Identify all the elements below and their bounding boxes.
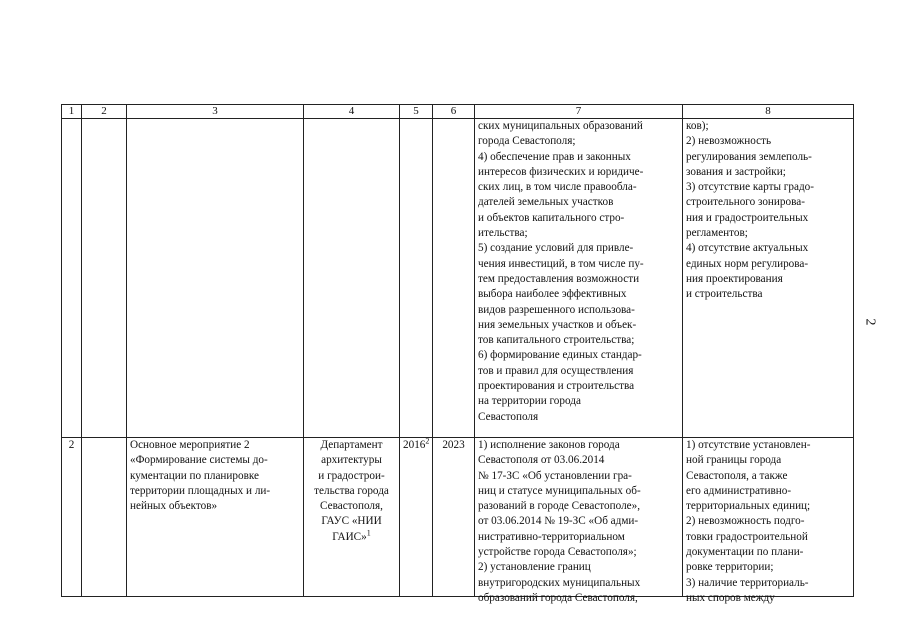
- header-cell: 3: [127, 105, 304, 119]
- start-year-text: 2016: [403, 439, 426, 451]
- start-year-cell: [400, 119, 433, 438]
- table-row: [62, 438, 854, 597]
- row-number-cell: [62, 119, 82, 438]
- consequences-cell: [683, 119, 854, 438]
- table-row: [62, 119, 854, 438]
- measure-name-text: Основное мероприятие 2 «Формирование системы до- кументации по планировке территории площадных и ли- нейных объектов»: [130, 439, 271, 513]
- footnote-marker: 2: [425, 436, 430, 446]
- expected-results-cell: [475, 119, 683, 438]
- header-cell: 2: [82, 105, 127, 119]
- header-cell: 5: [400, 105, 433, 119]
- executor-cell: [304, 438, 400, 597]
- measure-name-cell: [127, 119, 304, 438]
- header-cell: 4: [304, 105, 400, 119]
- row-number-cell: [62, 438, 82, 597]
- expected-results-text: ских муниципальных образований города Севастополя; 4) обеспечение прав и законных интересов физических и юридиче- ских лиц, в том числе правообла- дателей земельных участков и объектов капитального стро- ительства; 5) создание условий для привле- чения инвестиций, в том числе пу- тем предоставления возможности выбора наиболее эффективных видов разрешенного использова- ния земельных участков и объек- тов капитального строительства; 6) формирование единых стандар- тов и правил для осуществления проектирования и строительства на территории города Севастополя: [478, 120, 644, 423]
- header-cell: 1: [62, 105, 82, 119]
- executor-cell: [304, 119, 400, 438]
- program-measures-table: [61, 104, 854, 604]
- measure-name-cell: [127, 438, 304, 597]
- consequences-cell: [683, 438, 854, 604]
- expected-results-text: 1) исполнение законов города Севастополя от 03.06.2014 № 17-ЗС «Об установлении гра- ниц и статусе муниципальных об- разований в городе Севастополе», от 03.06.2014 № 19-ЗС «Об адми- нистративно-территориальном устройстве города Севастополя»; 2) установление границ внутригородских муниципальных образований города Севастополя,: [478, 439, 641, 604]
- end-year-text: 2023: [442, 439, 465, 451]
- header-cell: 8: [683, 105, 854, 119]
- consequences-text: 1) отсутствие установлен- ной границы города Севастополя, а также его административно- территориальных единиц; 2) невозможность подго- товки градостроительной документации по плани- ровке территории; 3) наличие территориаль- ных споров между: [686, 439, 811, 604]
- empty-cell: [82, 438, 127, 597]
- empty-cell: [82, 119, 127, 438]
- page-number: 2: [862, 318, 878, 326]
- executor-text: Департамент архитектуры и градострои- тельства города Севастополя, ГАУС «НИИ ГАИС»: [314, 439, 389, 543]
- header-cell: 7: [475, 105, 683, 119]
- expected-results-cell: [475, 438, 683, 604]
- end-year-cell: [433, 438, 475, 597]
- start-year-cell: [400, 438, 433, 597]
- header-cell: 6: [433, 105, 475, 119]
- footnote-marker: 1: [366, 528, 371, 538]
- row-number-text: 2: [68, 439, 75, 451]
- end-year-cell: [433, 119, 475, 438]
- consequences-text: ков); 2) невозможность регулирования землеполь- зования и застройки; 3) отсутствие карты градо- строительного зонирова- ния и градостроительных регламентов; 4) отсутствие актуальных единых норм регулирова- ния проектирования и строительства: [686, 120, 814, 301]
- table-header-row: [62, 105, 854, 119]
